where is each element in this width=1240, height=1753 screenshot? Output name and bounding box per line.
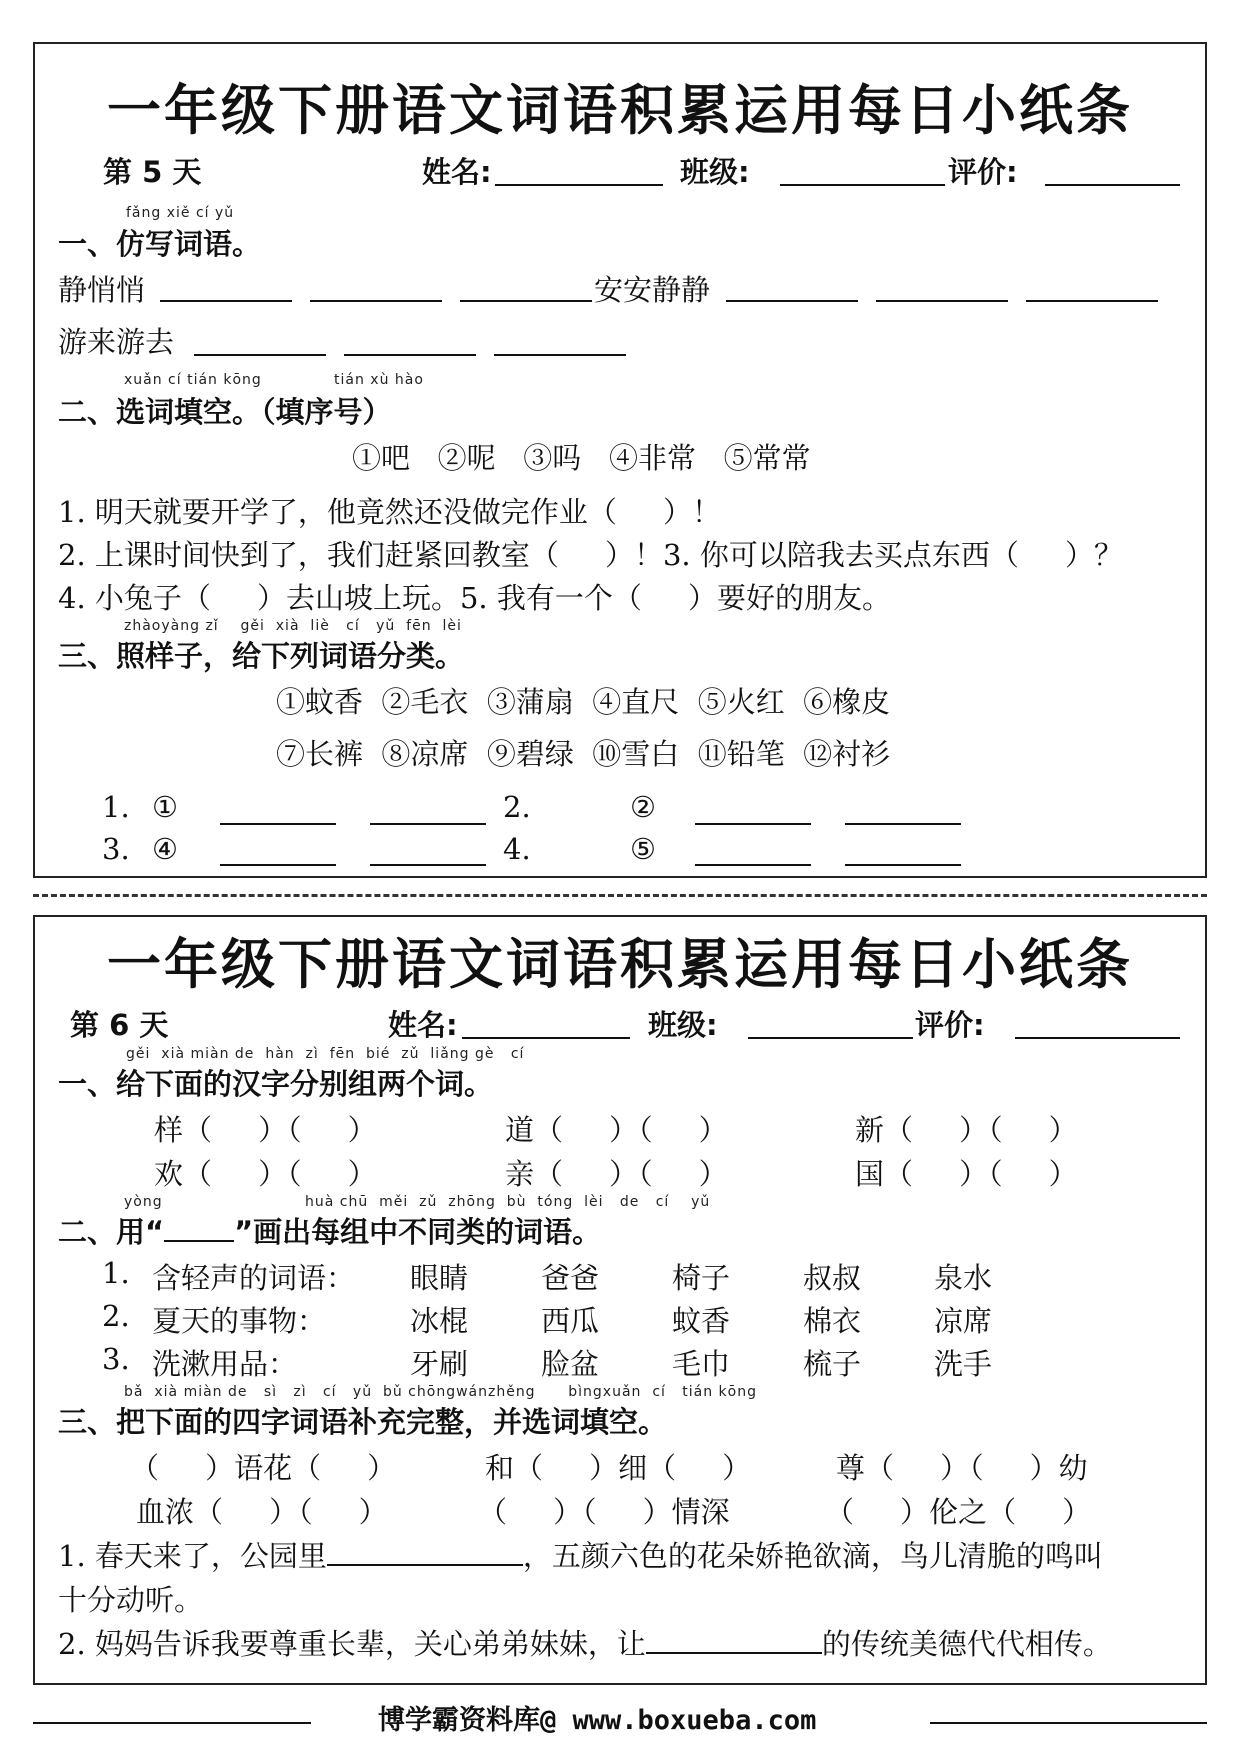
word-option[interactable]: 洗手 [934,1347,993,1381]
card2-s2-row-label: 洗漱用品： [152,1347,298,1381]
footer-watermark: 博学霸资料库@ www.boxueba.com [378,1705,817,1736]
card1-s2-q3: 4. 小兔子（ ）去山坡上玩。5. 我有一个（ ）要好的朋友。 [58,581,891,615]
card2-s2-row-label: 含轻声的词语： [152,1261,356,1295]
card2-s1-item: 欢（ ）（ ） [154,1157,377,1191]
card1-s3-answer-no: 1. [102,790,130,824]
card1-blank[interactable] [695,864,811,866]
card2-s3-q1-end: ，五颜六色的花朵娇艳欲滴，鸟儿清脆的鸣叫 [522,1539,1103,1573]
card1-blank[interactable] [460,300,592,302]
card2-s2-pinyin: yòng [124,1194,163,1210]
card1-title: 一年级下册语文词语积累运用每日小纸条 [107,79,1133,142]
card2-s1-item: 新（ ）（ ） [855,1113,1078,1147]
card2-s1-item: 道（ ）（ ） [505,1113,728,1147]
card1-s2-options: ①吧 ②呢 ③吗 ④非常 ⑤常常 [352,441,811,475]
card1-blank[interactable] [370,823,486,825]
card1-s3-pinyin: zhàoyàng zǐ gěi xià liè cí yǔ fēn lèi [124,618,462,634]
card2-s3-q1-start: 1. 春天来了，公园里 [58,1539,327,1573]
card1-blank[interactable] [845,823,961,825]
card2-s2-title-start: 二、用“ [58,1215,165,1249]
card2-s2-row-label: 夏天的事物： [152,1304,327,1338]
card1-day: 第 5 天 [103,155,202,189]
card1-name-label: 姓名: [422,155,492,189]
card1-s2-title: 二、选词填空。（填序号） [58,395,392,429]
card2-s1-item: 国（ ）（ ） [855,1157,1078,1191]
card2-grade-field[interactable] [1015,1037,1180,1039]
footer-rule-right [930,1722,1207,1724]
card2-s1-item: 样（ ）（ ） [154,1113,377,1147]
card1-blank[interactable] [876,300,1008,302]
card1-s3-title: 三、照样子，给下列词语分类。 [58,639,465,673]
card1-blank[interactable] [695,823,811,825]
card1-s3-row2: ⑦长裤 ⑧凉席 ⑨碧绿 ⑩雪白 ⑪铅笔 ⑫衬衫 [276,737,891,771]
card2-s3-q1 [58,1534,1103,1575]
card1-blank[interactable] [494,354,626,356]
card1-s1-pinyin: fǎng xiě cí yǔ [126,205,235,221]
card1-s3-answer-ex: ④ [152,832,178,866]
card2-s2-row-no: 3. [102,1342,130,1376]
card1-s2-q2: 2. 上课时间快到了，我们赶紧回教室（ ）！3. 你可以陪我去买点东西（ ）？ [58,538,1123,572]
card2-title: 一年级下册语文词语积累运用每日小纸条 [107,933,1133,996]
word-option[interactable]: 西瓜 [541,1304,600,1338]
idiom-item: （ ）语花（ ） [130,1451,397,1485]
card1-blank[interactable] [726,300,858,302]
idiom-item: （ ）伦之（ ） [825,1495,1092,1529]
card2-s2-pinyin: huà chū měi zǔ zhōng bù tóng lèi de cí yǔ [305,1194,711,1210]
card1-blank[interactable] [845,864,961,866]
card1-grade-field[interactable] [1045,184,1180,186]
fill-blank[interactable] [646,1626,822,1654]
card2-s2-title-end: ”画出每组中不同类的词语。 [234,1215,602,1249]
card1-blank[interactable] [220,864,336,866]
card2-grade-label: 评价: [915,1008,985,1042]
word-option[interactable]: 泉水 [934,1261,993,1295]
card1-s3-row1: ①蚊香 ②毛衣 ③蒲扇 ④直尺 ⑤火红 ⑥橡皮 [276,685,891,719]
word-option[interactable]: 眼睛 [410,1261,469,1295]
card2-s3-q2 [58,1622,1112,1663]
card1-s3-answer-ex: ⑤ [630,832,656,866]
card1-class-field[interactable] [780,184,945,186]
card1-s3-answer-ex: ② [630,790,656,824]
word-option[interactable]: 椅子 [672,1261,731,1295]
word-option[interactable]: 凉席 [934,1304,993,1338]
card2-day: 第 6 天 [70,1008,169,1042]
word-option[interactable]: 毛巾 [672,1347,731,1381]
word-option[interactable]: 脸盆 [541,1347,600,1381]
word-option[interactable]: 爸爸 [541,1261,600,1295]
card1-s2-q1: 1. 明天就要开学了，他竟然还没做完作业（ ）！ [58,495,721,529]
card2-s3-q1-cont: 十分动听。 [58,1583,204,1617]
card2-s3-q2-start: 2. 妈妈告诉我要尊重长辈，关心弟弟妹妹，让 [58,1627,646,1661]
card2-class-field[interactable] [748,1037,913,1039]
idiom-item: （ ）（ ）情深 [478,1495,730,1529]
card1-s2-pinyin: xuǎn cí tián kōng [124,372,262,388]
card2-name-label: 姓名: [388,1008,458,1042]
idiom-item: 血浓（ ）（ ） [136,1495,388,1529]
card1-name-field[interactable] [495,184,663,186]
card1-s3-answer-ex: ① [152,790,178,824]
card2-s2-row-no: 1. [102,1256,130,1290]
footer-rule-left [33,1722,311,1724]
card2-s2-row-no: 2. [102,1299,130,1333]
card1-s1-title: 一、仿写词语。 [58,227,262,261]
card1-blank[interactable] [220,823,336,825]
card2-s1-pinyin: gěi xià miàn de hàn zì fēn bié zǔ liǎng gè cí [126,1046,525,1062]
word-option[interactable]: 棉衣 [803,1304,862,1338]
card1-class-label: 班级: [680,155,750,189]
card1-blank[interactable] [370,864,486,866]
word-option[interactable]: 牙刷 [410,1347,469,1381]
card2-s2-title [58,1210,601,1251]
idiom-item: 和（ ）细（ ） [485,1451,752,1485]
card1-blank[interactable] [160,300,292,302]
word-option[interactable]: 叔叔 [803,1261,862,1295]
card1-blank[interactable] [310,300,442,302]
card1-word-1: 静悄悄 [58,273,146,307]
word-option[interactable]: 冰棍 [410,1304,469,1338]
card1-blank[interactable] [194,354,326,356]
card2-s3-title: 三、把下面的四字词语补充完整，并选词填空。 [58,1405,668,1439]
card1-word-2: 安安静静 [594,273,711,307]
word-option[interactable]: 梳子 [803,1347,862,1381]
card2-name-field[interactable] [462,1037,630,1039]
word-option[interactable]: 蚊香 [672,1304,731,1338]
idiom-item: 尊（ ）（ ）幼 [836,1451,1088,1485]
card2-class-label: 班级: [648,1008,718,1042]
underline-sample [164,1214,234,1242]
card2-s1-title: 一、给下面的汉字分别组两个词。 [58,1067,494,1101]
card1-s3-answer-no: 4. [503,832,531,866]
fill-blank[interactable] [327,1538,523,1566]
card1-blank[interactable] [344,354,476,356]
card1-blank[interactable] [1026,300,1158,302]
card1-s2-pinyin: tián xù hào [334,372,424,388]
card1-word-3: 游来游去 [58,325,175,359]
card2-s1-item: 亲（ ）（ ） [505,1157,728,1191]
card1-s3-answer-no: 2. [503,790,531,824]
card2-s3-q2-end: 的传统美德代代相传。 [821,1627,1112,1661]
card1-s3-answer-no: 3. [102,832,130,866]
card2-s3-pinyin: bǎ xià miàn de sì zì cí yǔ bǔ chōngwánzhěng bìngxuǎn cí tián kōng [124,1384,757,1400]
cut-line [33,894,1207,897]
card1-grade-label: 评价: [948,155,1018,189]
